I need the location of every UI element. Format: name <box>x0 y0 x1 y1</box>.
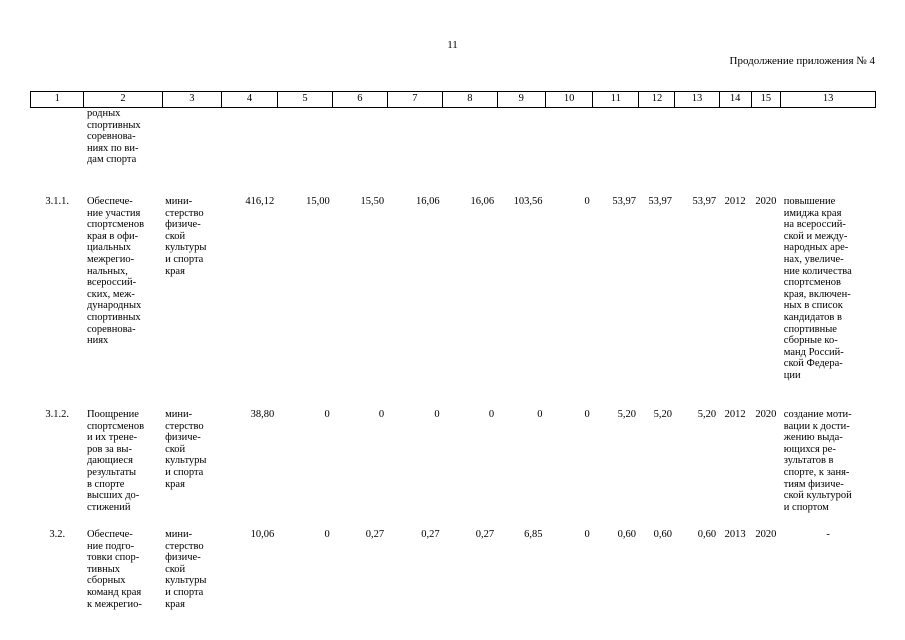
end-year <box>751 108 781 193</box>
row-code: 3.1.1. <box>45 196 70 207</box>
start-year: 2012 <box>724 196 746 207</box>
value-col9 <box>497 108 545 193</box>
row-code <box>31 108 84 193</box>
row-code: 3.1.2. <box>45 409 70 420</box>
total-value: 416,12 <box>245 196 275 207</box>
value-col10: 0 <box>584 409 590 420</box>
value-col13: 5,20 <box>697 409 717 420</box>
end-year: 2020 <box>755 196 777 207</box>
measure-name: Обеспече- ние подго- товки спор- тивных сборных команд края к межрегио- <box>86 529 142 610</box>
measure-name: родных спортивных соревнова- ниях по ви- дам спорта <box>86 108 141 166</box>
value-col7: 0,27 <box>421 529 440 540</box>
value-col11: 5,20 <box>617 409 636 420</box>
value-col12 <box>639 108 675 193</box>
column-header: 12 <box>639 92 675 108</box>
value-col12: 5,20 <box>653 409 672 420</box>
value-col5: 0 <box>324 529 330 540</box>
total-value: 10,06 <box>250 529 275 540</box>
table-row <box>31 108 876 193</box>
column-header: 8 <box>443 92 497 108</box>
value-col13: 53,97 <box>692 196 717 207</box>
column-header: 14 <box>719 92 751 108</box>
value-col9: 0 <box>537 409 543 420</box>
column-header: 10 <box>545 92 592 108</box>
value-col10: 0 <box>584 529 590 540</box>
executor: мини- стерство физиче- ской культуры и спорта края <box>165 529 207 610</box>
expected-result: повышение имиджа края на всероссий- ской и между- народных аре- нах, увеличе- ние количества спортсменов края, включен- ных в список кандидатов в спортивные сборные ко- манд Россий- ской Федера- ции <box>783 196 852 381</box>
value-col11: 0,60 <box>617 529 636 540</box>
column-header: 13 <box>781 92 876 108</box>
executor: мини- стерство физиче- ской культуры и спорта края <box>165 196 207 277</box>
column-header: 11 <box>593 92 639 108</box>
value-col7: 0 <box>434 409 440 420</box>
value-col5 <box>277 108 333 193</box>
expected-result <box>781 108 876 193</box>
table-row <box>31 401 876 521</box>
column-header: 2 <box>84 92 162 108</box>
measure-name: Обеспече- ние участия спортсменов края в офи- циальных межрегио- нальных, всероссий- ских, меж- дународных спортивных соревнова- ниях <box>86 196 145 347</box>
continuation-label: Продолжение приложения № 4 <box>729 55 875 67</box>
expected-result: - <box>826 529 830 540</box>
value-col8 <box>443 108 497 193</box>
row-code: 3.2. <box>49 529 66 540</box>
end-year: 2020 <box>755 409 777 420</box>
value-col12: 0,60 <box>653 529 672 540</box>
column-header: 9 <box>497 92 545 108</box>
column-header: 6 <box>333 92 387 108</box>
value-col10 <box>545 108 592 193</box>
page-number: 11 <box>447 39 458 51</box>
total-value <box>222 108 278 193</box>
table-row <box>31 521 876 610</box>
program-table <box>30 91 876 610</box>
column-header: 1 <box>31 92 84 108</box>
value-col10: 0 <box>584 196 590 207</box>
value-col9: 6,85 <box>524 529 543 540</box>
value-col9: 103,56 <box>513 196 543 207</box>
value-col13 <box>675 108 719 193</box>
column-header: 7 <box>387 92 443 108</box>
total-value: 38,80 <box>250 409 275 420</box>
start-year <box>719 108 751 193</box>
value-col8: 16,06 <box>470 196 495 207</box>
column-header: 4 <box>222 92 278 108</box>
column-header: 5 <box>277 92 333 108</box>
value-col6: 0,27 <box>365 529 385 540</box>
executor: мини- стерство физиче- ской культуры и спорта края <box>165 409 207 490</box>
value-col7: 16,06 <box>416 196 440 207</box>
value-col11: 53,97 <box>612 196 636 207</box>
value-col6 <box>333 108 387 193</box>
column-header: 15 <box>751 92 781 108</box>
value-col12: 53,97 <box>648 196 672 207</box>
value-col6: 15,50 <box>360 196 385 207</box>
executor <box>162 108 222 193</box>
value-col5: 15,00 <box>306 196 330 207</box>
value-col7 <box>387 108 443 193</box>
table-row <box>31 192 876 401</box>
value-col6: 0 <box>378 409 385 420</box>
end-year: 2020 <box>755 529 777 540</box>
column-number-row <box>31 92 876 108</box>
column-header: 13 <box>675 92 719 108</box>
value-col11 <box>593 108 639 193</box>
expected-result: создание моти- вации к дости- жению выда- ющихся ре- зультатов в спорте, к заня- тиям физиче- ской культурой и спортом <box>783 409 852 513</box>
start-year: 2012 <box>724 409 746 420</box>
value-col13: 0,60 <box>697 529 717 540</box>
value-col5: 0 <box>324 409 330 420</box>
column-header: 3 <box>162 92 222 108</box>
start-year: 2013 <box>724 529 746 540</box>
value-col8: 0 <box>488 409 495 420</box>
measure-name: Поощрение спортсменов и их трене- ров за вы- дающиеся результаты в спорте высших до- стижений <box>86 409 145 513</box>
value-col8: 0,27 <box>475 529 495 540</box>
